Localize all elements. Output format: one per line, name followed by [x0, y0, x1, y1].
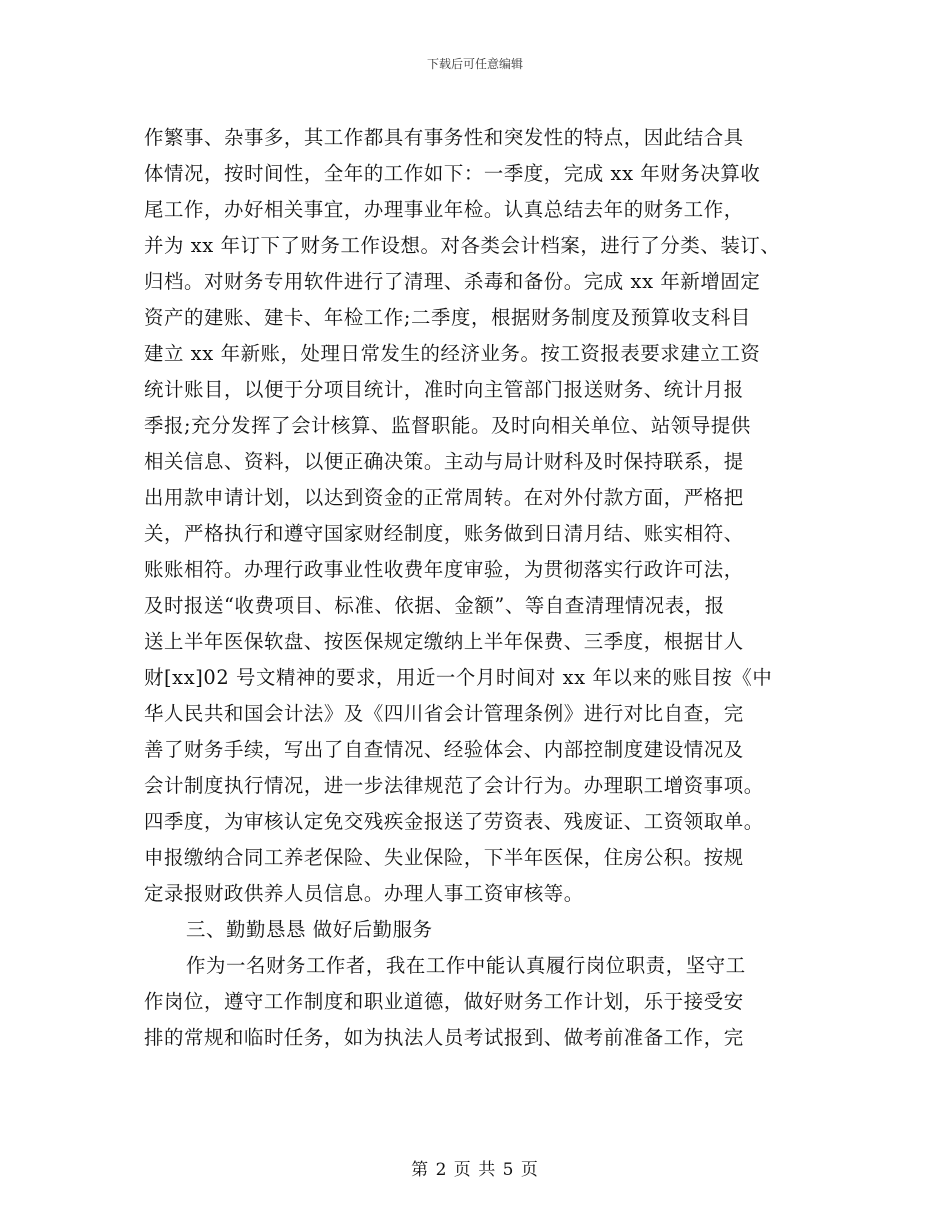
body-line: 相关信息、资料，以便正确决策。主动与局计财科及时保持联系，提 — [144, 450, 744, 473]
body-line: 建立 xx 年新账，处理日常发生的经济业务。按工资报表要求建立工资 — [144, 342, 761, 365]
body-line: 定录报财政供养人员信息。办理人事工资审核等。 — [144, 882, 584, 905]
body-line: 作为一名财务工作者，我在工作中能认真履行岗位职责，坚守工 — [186, 954, 746, 977]
document-body — [144, 120, 844, 1056]
body-line: 排的常规和临时任务，如为执法人员考试报到、做考前准备工作，完 — [144, 1026, 744, 1049]
body-line: 善了财务手续，写出了自查情况、经验体会、内部控制度建设情况及 — [144, 738, 744, 761]
body-line: 资产的建账、建卡、年检工作;二季度，根据财务制度及预算收支科目 — [144, 306, 751, 329]
section-heading: 三、勤勤恳恳 做好后勤服务 — [186, 918, 433, 941]
body-line: 出用款申请计划，以达到资金的正常周转。在对外付款方面，严格把 — [144, 486, 744, 509]
body-line: 送上半年医保软盘、按医保规定缴纳上半年保费、三季度，根据甘人 — [144, 630, 744, 653]
body-line: 季报;充分发挥了会计核算、监督职能。及时向相关单位、站领导提供 — [144, 414, 751, 437]
body-line: 四季度，为审核认定免交残疾金报送了劳资表、残废证、工资领取单。 — [144, 810, 764, 833]
body-line: 归档。对财务专用软件进行了清理、杀毒和备份。完成 xx 年新增固定 — [144, 270, 761, 293]
body-line: 作岗位，遵守工作制度和职业道德，做好财务工作计划，乐于接受安 — [144, 990, 744, 1013]
page-number-footer: 第 2 页 共 5 页 — [411, 1160, 539, 1180]
body-line: 账账相符。办理行政事业性收费年度审验，为贯彻落实行政许可法， — [144, 558, 744, 581]
body-line: 尾工作，办好相关事宜，办理事业年检。认真总结去年的财务工作， — [144, 198, 744, 221]
body-line: 并为 xx 年订下了财务工作设想。对各类会计档案，进行了分类、装订、 — [144, 234, 781, 257]
body-line: 会计制度执行情况，进一步法律规范了会计行为。办理职工增资事项。 — [144, 774, 764, 797]
body-line: 关，严格执行和遵守国家财经制度，账务做到日清月结、账实相符、 — [144, 522, 744, 545]
body-line: 统计账目，以便于分项目统计，准时向主管部门报送财务、统计月报 — [144, 378, 744, 401]
page-header-note: 下载后可任意编辑 — [426, 57, 523, 71]
body-line: 申报缴纳合同工养老保险、失业保险，下半年医保，住房公积。按规 — [144, 846, 744, 869]
body-line: 作繁事、杂事多，其工作都具有事务性和突发性的特点，因此结合具 — [144, 126, 744, 149]
body-line: 及时报送“收费项目、标准、依据、金额”、等自查清理情况表，报 — [144, 594, 725, 617]
body-line: 体情况，按时间性，全年的工作如下：一季度，完成 xx 年财务决算收 — [144, 162, 761, 185]
body-line: 华人民共和国会计法》及《四川省会计管理条例》进行对比自查，完 — [144, 702, 744, 725]
body-line: 财[xx]02 号文精神的要求，用近一个月时间对 xx 年以来的账目按《中 — [144, 666, 773, 689]
